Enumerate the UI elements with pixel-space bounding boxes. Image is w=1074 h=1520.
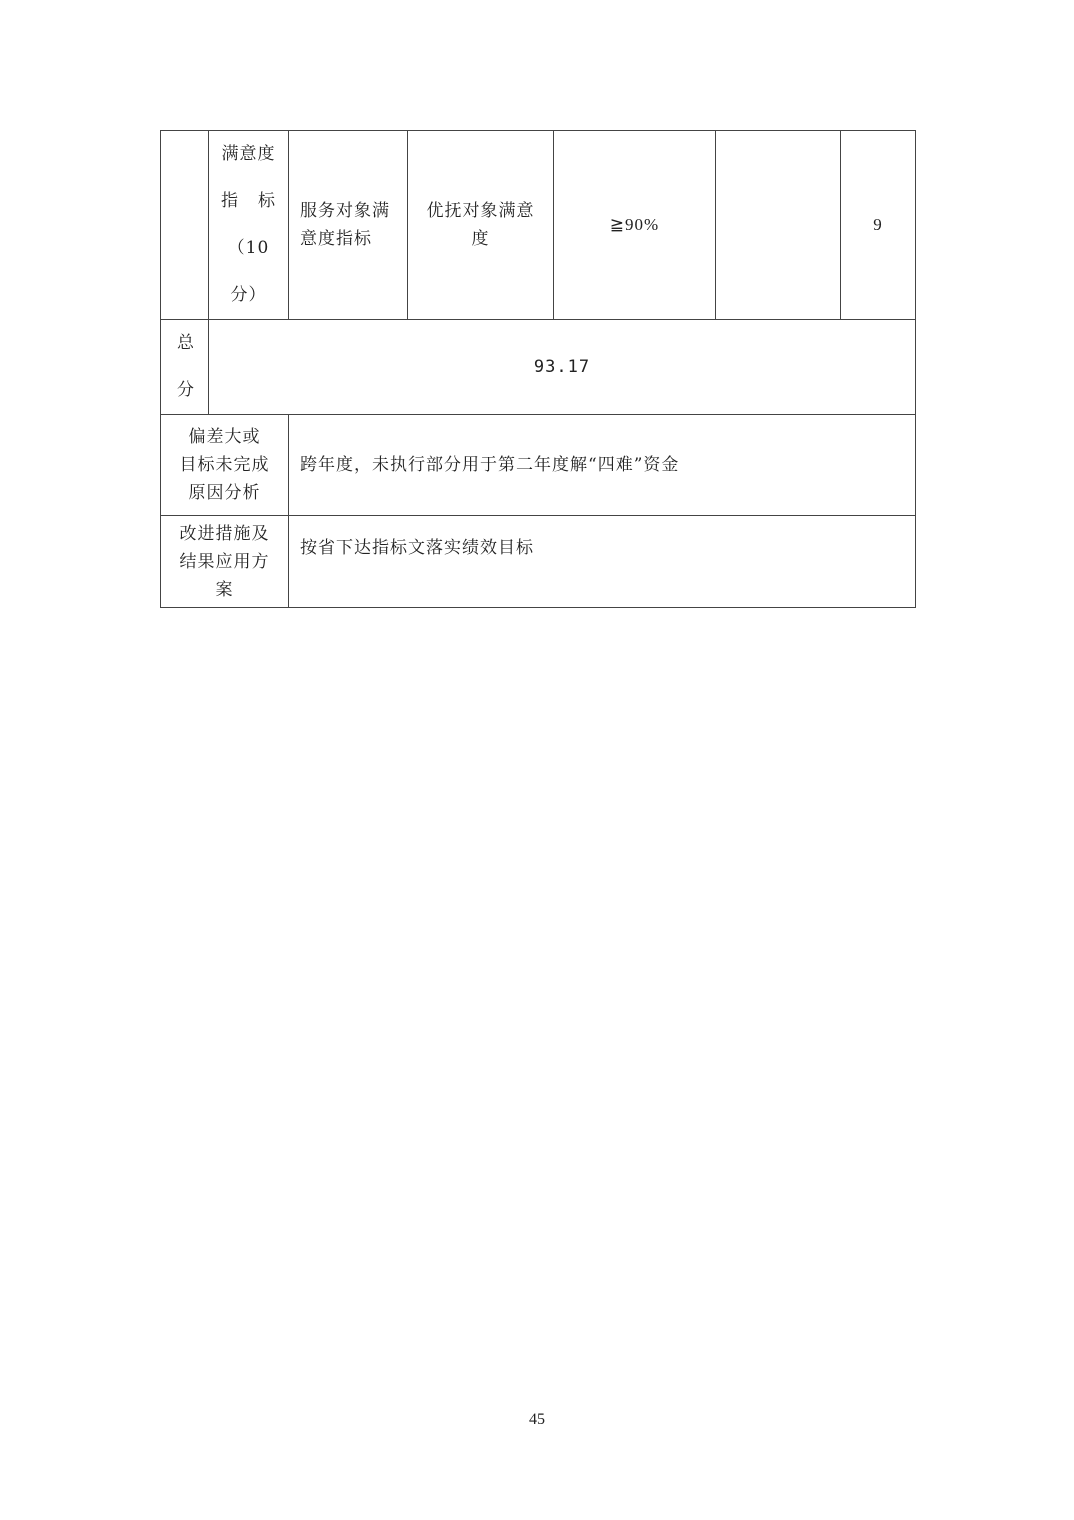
total-label-cell — [161, 320, 209, 415]
target-value-cell: ≧90% — [554, 131, 716, 320]
actual-value-cell — [716, 131, 841, 320]
deviation-label-line: 原因分析 — [188, 483, 261, 503]
tertiary-line: 意度指标 — [300, 229, 372, 249]
improvement-label-cell — [161, 516, 289, 608]
score-cell: 9 — [841, 131, 916, 320]
tertiary-line: 服务对象满 — [300, 201, 390, 221]
improvement-row — [161, 516, 916, 608]
improvement-label-line: 结果应用方 — [179, 551, 270, 572]
first-level-indicator-cell — [161, 131, 209, 320]
improvement-content-cell — [289, 516, 916, 608]
performance-table — [160, 130, 916, 608]
total-row — [161, 320, 916, 415]
improvement-content: 按省下达指标文落实绩效目标 — [300, 538, 534, 558]
tertiary-indicator-cell — [289, 131, 408, 320]
indicator-line: 度 — [471, 229, 490, 249]
improvement-label-line: 改进措施及 — [179, 523, 270, 544]
indicator-line: 优抚对象满意 — [426, 201, 535, 221]
category-line: 指 标 — [221, 191, 276, 211]
category-line: 满意度 — [221, 144, 276, 164]
deviation-label-cell — [161, 415, 289, 516]
page-number: 45 — [529, 1411, 545, 1428]
indicator-name-cell — [408, 131, 554, 320]
deviation-content-cell: 跨年度，未执行部分用于第二年度解“四难”资金 — [289, 415, 916, 516]
category-line: （10 — [227, 238, 270, 258]
deviation-label-line: 偏差大或 — [188, 427, 261, 447]
total-label-line: 分 — [177, 380, 195, 400]
category-line: 分） — [230, 285, 267, 305]
improvement-label-line: 案 — [215, 579, 234, 600]
total-score-value: 93.17 — [209, 320, 916, 415]
deviation-label-line: 目标未完成 — [179, 455, 270, 475]
satisfaction-row — [161, 131, 916, 320]
secondary-indicator-cell — [209, 131, 289, 320]
total-label-line: 总 — [177, 333, 195, 353]
deviation-row — [161, 415, 916, 516]
